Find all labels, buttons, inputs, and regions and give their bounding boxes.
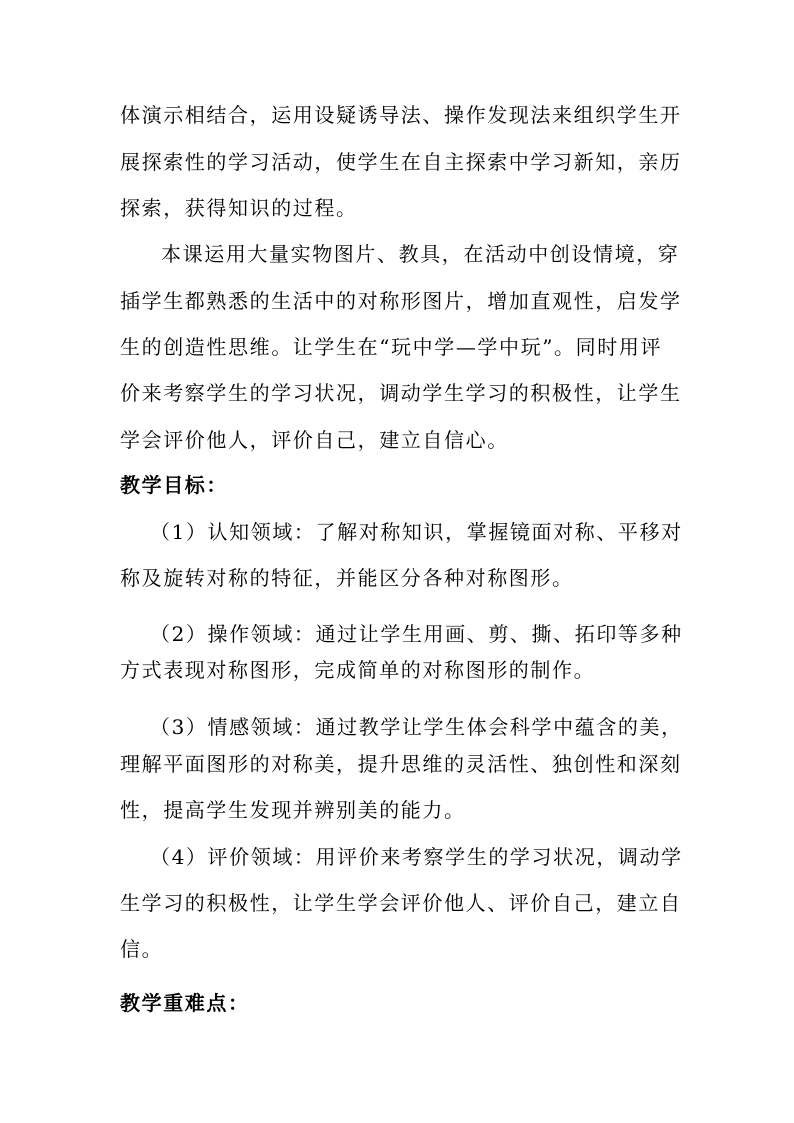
text-line: 本课运用大量实物图片、教具，在活动中创设情境，穿 [161, 242, 680, 266]
text-line: 称及旋转对称的特征，并能区分各种对称图形。 [120, 566, 574, 590]
text-line: 插学生都熟悉的生活中的对称形图片，增加直观性，启发学 [120, 289, 682, 313]
text-line: 理解平面图形的对称美，提升思维的灵活性、独创性和深刻 [120, 752, 682, 776]
text-line: 展探索性的学习活动，使学生在自主探索中学习新知，亲历 [120, 150, 682, 174]
text-line: 探索，获得知识的过程。 [120, 196, 358, 220]
heading-teaching-objectives: 教学目标： [120, 473, 228, 497]
text-line: 生学习的积极性，让学生学会评价他人、评价自己，建立自 [120, 891, 682, 915]
text-line: 体演示相结合，运用设疑诱导法、操作发现法来组织学生开 [120, 103, 682, 127]
text-line: 性，提高学生发现并辨别美的能力。 [120, 798, 466, 822]
text-line: 信。 [120, 937, 164, 961]
text-line: （4）评价领域：用评价来考察学生的学习状况，调动学 [150, 845, 683, 869]
text-line: （3）情感领域：通过教学让学生体会科学中蕴含的美， [150, 715, 683, 739]
text-line: 价来考察学生的学习状况，调动学生学习的积极性，让学生 [120, 381, 682, 405]
text-line: 学会评价他人，评价自己，建立自信心。 [120, 428, 509, 452]
text-line: （1）认知领域：了解对称知识，掌握镜面对称、平移对 [150, 520, 683, 544]
heading-key-difficult-points: 教学重难点： [120, 991, 250, 1015]
text-line: 方式表现对称图形，完成简单的对称图形的制作。 [120, 658, 596, 682]
text-line: 生的创造性思维。让学生在“玩中学—学中玩”。同时用评 [120, 335, 663, 359]
text-line: （2）操作领域：通过让学生用画、剪、撕、拓印等多种 [150, 622, 683, 646]
